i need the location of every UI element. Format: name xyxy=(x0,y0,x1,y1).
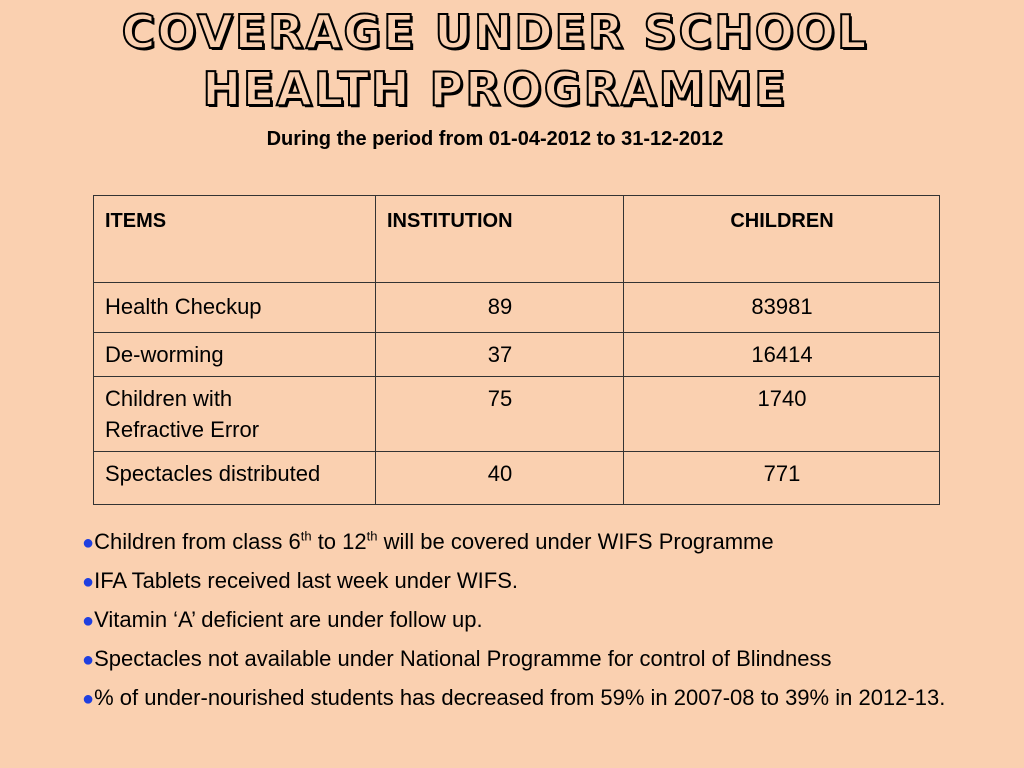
title-line-1: COVERAGE UNDER SCHOOL xyxy=(121,5,869,59)
cell-children: 83981 xyxy=(624,283,940,333)
cell-children: 1740 xyxy=(624,377,940,452)
cell-institution: 75 xyxy=(376,377,624,452)
title-line-2: HEALTH PROGRAMME xyxy=(202,62,788,116)
header-children: CHILDREN xyxy=(624,196,940,283)
cell-item: Spectacles distributed xyxy=(94,452,376,505)
list-item: ●IFA Tablets received last week under WIFS. xyxy=(82,568,518,593)
cell-institution: 89 xyxy=(376,283,624,333)
cell-item-line-1: Children with xyxy=(105,386,233,411)
cell-item-line-2: Refractive Error xyxy=(105,417,260,442)
notes-list xyxy=(82,525,982,720)
list-item: ●Children from class 6th to 12th will be covered under WIFS Programme xyxy=(82,528,774,554)
table-row xyxy=(94,452,940,505)
cell-children: 771 xyxy=(624,452,940,505)
cell-children: 16414 xyxy=(624,333,940,377)
bullet-icon: ● xyxy=(82,610,95,632)
table-row xyxy=(94,377,940,452)
period-subtitle: During the period from 01-04-2012 to 31-12-2012 xyxy=(266,128,724,150)
cell-institution: 40 xyxy=(376,452,624,505)
header-institution: INSTITUTION xyxy=(376,196,624,283)
table-header-row xyxy=(94,196,940,283)
cell-item: Health Checkup xyxy=(94,283,376,333)
header-items: ITEMS xyxy=(94,196,376,283)
bullet-icon: ● xyxy=(82,649,95,671)
list-item: ●Vitamin ‘A’ deficient are under follow up. xyxy=(82,607,483,632)
bullet-icon: ● xyxy=(82,532,95,554)
cell-item xyxy=(94,377,376,452)
bullet-icon: ● xyxy=(82,688,95,710)
cell-institution: 37 xyxy=(376,333,624,377)
bullet-icon: ● xyxy=(82,571,95,593)
table-row xyxy=(94,283,940,333)
table-row xyxy=(94,333,940,377)
cell-item: De-worming xyxy=(94,333,376,377)
page-title xyxy=(0,4,990,118)
list-item: ●Spectacles not available under National Programme for control of Blindness xyxy=(82,646,832,671)
list-item: ●% of under-nourished students has decreased from 59% in 2007-08 to 39% in 2012-13. xyxy=(82,685,946,710)
coverage-table xyxy=(93,195,940,505)
